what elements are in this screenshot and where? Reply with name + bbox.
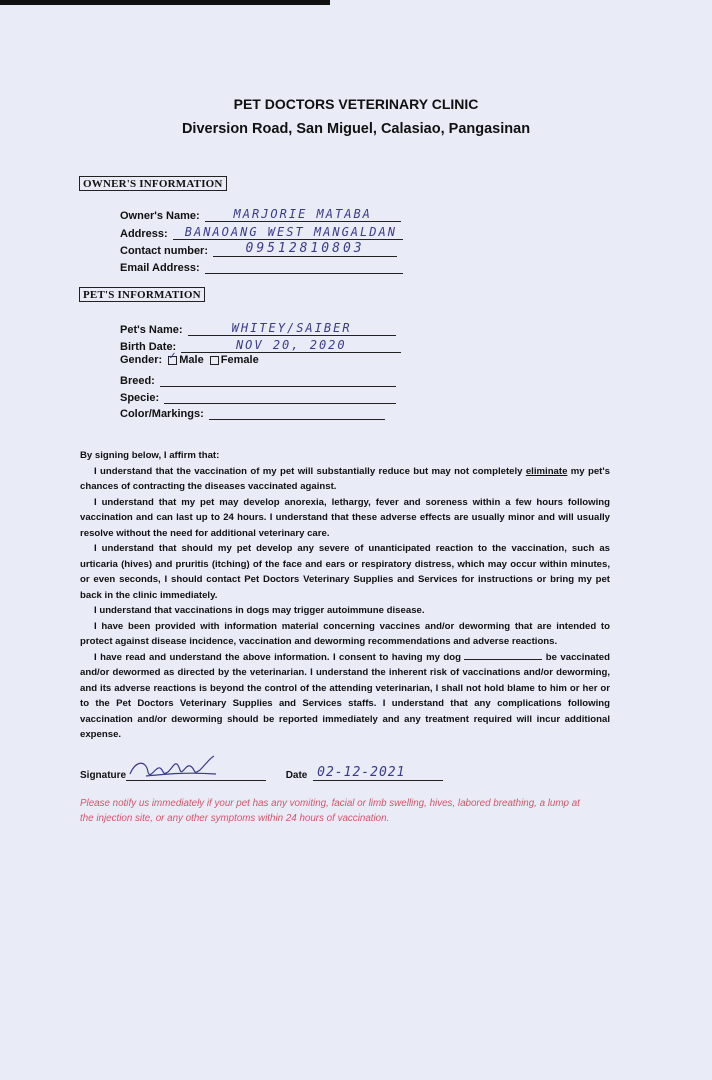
gender-field xyxy=(120,350,259,370)
specie-label: Specie: xyxy=(120,392,160,404)
email-label: Email Address: xyxy=(120,262,200,274)
contact-label: Contact number: xyxy=(120,245,208,257)
dog-name-blank[interactable] xyxy=(464,650,542,660)
date-value: 02-12-2021 xyxy=(317,765,406,780)
birth-date-line[interactable] xyxy=(181,337,401,353)
contact-value: 09512810803 xyxy=(245,241,365,256)
specie-field xyxy=(120,388,396,404)
color-label: Color/Markings: xyxy=(120,408,204,420)
color-field xyxy=(120,404,385,420)
color-line[interactable] xyxy=(209,404,385,420)
signature-line[interactable] xyxy=(126,762,266,781)
affirmation-paragraph-1 xyxy=(80,464,610,495)
contact-field xyxy=(120,241,397,257)
breed-label: Breed: xyxy=(120,375,155,387)
pet-name-value: WHITEY/SAIBER xyxy=(231,321,352,335)
aftercare-notice: Please notify us immediately if your pet has any vomiting, facial or limb swelling, hives, labored breathing, a lump at the injection site, or any other symptoms within 24 hours of vaccination. xyxy=(80,798,580,824)
affirmation-paragraph-3: I understand that should my pet develop any severe of unanticipated reaction to the vaccination, such as urticaria (hives) and pruritis (itching) of the face and ears or respiratory distress, which may occur within minutes, or even seconds, I should contact Pet Doctors Veterinary Supplies and Services for instructions or bring my pet back in the clinic immediately. xyxy=(80,543,610,601)
owner-name-label: Owner's Name: xyxy=(120,210,200,222)
birth-date-label: Birth Date: xyxy=(120,341,177,353)
male-checkbox[interactable] xyxy=(168,350,177,365)
address-line[interactable] xyxy=(173,224,403,240)
address-field xyxy=(120,224,403,240)
signature-row xyxy=(80,762,443,781)
affirmation-paragraph-4: I understand that vaccinations in dogs may trigger autoimmune disease. xyxy=(94,605,425,616)
breed-field xyxy=(120,371,396,387)
affirmation-paragraph-2: I understand that my pet may develop anorexia, lethargy, fever and soreness within a few hours following vaccination and can last up to 24 hours. I understand that these adverse effects are usually minor and will usually resolve without the need for additional veterinary care. xyxy=(80,496,610,539)
affirmation-intro: By signing below, I affirm that: xyxy=(80,450,220,461)
clinic-name: PET DOCTORS VETERINARY CLINIC xyxy=(233,96,479,112)
p6-text: I have read and understand the above information. I consent to having my dog xyxy=(94,651,461,663)
address-label: Address: xyxy=(120,228,168,240)
signature-label: Signature xyxy=(80,770,127,781)
email-field xyxy=(120,258,403,274)
p1-text-end: my pet's chances of contracting the diseases vaccinated against. xyxy=(80,465,610,492)
gender-label: Gender: xyxy=(120,354,163,366)
affirmation-paragraph-5: I have been provided with information material concerning vaccines and/or deworming that are intended to protect against disease incidence, vaccination and deworming recommendations and adverse reactions. xyxy=(80,620,610,647)
affirmation-text xyxy=(80,448,610,743)
affirmation-paragraph-6 xyxy=(80,650,610,743)
pet-name-line[interactable] xyxy=(188,320,396,336)
owner-name-value: MARJORIE MATABA xyxy=(233,207,372,221)
birth-date-value: NOV 20, 2020 xyxy=(235,338,347,352)
check-mark-icon: ✓ xyxy=(168,350,177,362)
owner-name-line[interactable] xyxy=(205,206,401,222)
owner-section-heading: OWNER'S INFORMATION xyxy=(79,176,227,191)
pet-name-field xyxy=(120,320,396,336)
address-value: BANAOANG WEST MANGALDAN xyxy=(184,225,397,239)
pet-name-label: Pet's Name: xyxy=(120,324,183,336)
p1-underlined: eliminate xyxy=(525,465,568,477)
clinic-address: Diversion Road, San Miguel, Calasiao, Pangasinan xyxy=(181,121,531,137)
signature-scribble xyxy=(126,752,226,782)
owner-name-field xyxy=(120,206,401,222)
email-line[interactable] xyxy=(205,258,403,274)
pet-section-heading: PET'S INFORMATION xyxy=(79,287,205,302)
male-label: Male xyxy=(179,354,204,366)
p6-text-end: be vaccinated and/or dewormed as directed by the veterinarian. I understand the inherent risk of vaccinations and/or deworming, and its adverse reactions is beyond the control of the attending veterinarian, I shall not hold blame to him or her or to the Pet Doctors Veterinary Supplies and Services staffs. I understand that any complications following vaccination and/or deworming should be reported immediately and any treatment required will incur additional expense. xyxy=(80,651,610,740)
female-checkbox[interactable] xyxy=(210,356,219,365)
breed-line[interactable] xyxy=(160,371,396,387)
female-label: Female xyxy=(220,354,259,366)
contact-line[interactable] xyxy=(213,241,397,257)
specie-line[interactable] xyxy=(164,388,396,404)
birth-date-field xyxy=(120,337,401,353)
date-line[interactable] xyxy=(313,762,443,781)
date-label: Date xyxy=(285,770,308,781)
p1-text: I understand that the vaccination of my pet will substantially reduce but may not completely xyxy=(94,465,523,477)
